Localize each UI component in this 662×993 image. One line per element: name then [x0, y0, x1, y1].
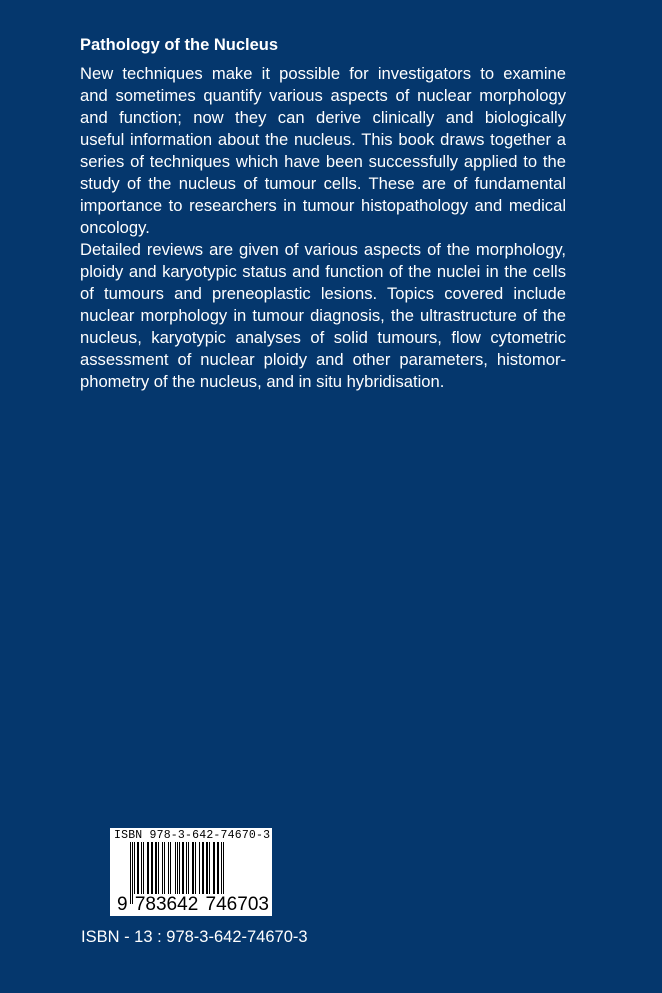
text-line: and function; now they can derive clinically and biologically [80, 108, 566, 127]
text-line: oncology. [80, 218, 150, 237]
text-line: and sometimes quantify various aspects of nuclear morphology [80, 86, 566, 105]
text-line: Detailed reviews are given of various aspects of the morphology, [80, 240, 566, 259]
barcode-bar [168, 842, 169, 894]
barcode-bar [162, 842, 163, 894]
barcode-bar [158, 842, 159, 894]
text-line: importance to researchers in tumour histopathology and medical [80, 196, 566, 215]
barcode-bar [209, 842, 210, 894]
text-line: nuclear morphology in tumour diagnosis, the ultrastructure of the [80, 306, 566, 325]
barcode-bar [151, 842, 153, 894]
barcode-isbn-text: ISBN 978-3-642-74670-3 [114, 829, 271, 842]
text-line: nucleus, karyotypic analyses of solid tumours, flow cytometric [80, 328, 566, 347]
text-line: of tumours and preneoplastic lesions. Topics covered include [80, 284, 566, 303]
text-line: phometry of the nucleus, and in situ hybridisation. [80, 372, 445, 391]
barcode-right-digits: 746703 [205, 894, 269, 915]
text-line: study of the nucleus of tumour cells. These are of fundamental [80, 174, 566, 193]
isbn-barcode [110, 828, 272, 916]
book-title: Pathology of the Nucleus [80, 36, 279, 54]
barcode-bar [137, 842, 139, 894]
barcode-bar [134, 842, 135, 894]
barcode-bar [202, 842, 204, 894]
description-paragraph-2 [80, 239, 566, 393]
barcode-bar [188, 842, 189, 894]
text-line: New techniques make it possible for investigators to examine [80, 64, 566, 83]
barcode-bar [192, 842, 194, 894]
barcode-bar [199, 842, 200, 894]
barcode-bar [206, 842, 208, 894]
barcode-bar [164, 842, 165, 894]
barcode-bar [170, 842, 171, 894]
barcode-bar [217, 842, 219, 894]
text-line: series of techniques which have been successfully applied to the [80, 152, 566, 171]
barcode-bar [155, 842, 157, 894]
barcode-bar [147, 842, 149, 894]
text-line: assessment of nuclear ploidy and other parameters, histomor- [80, 350, 566, 369]
barcode-bar [182, 842, 184, 894]
barcode-bar [143, 842, 144, 894]
barcode-bar [141, 842, 142, 894]
isbn-13-label: ISBN - 13 : 978-3-642-74670-3 [81, 928, 308, 946]
text-line: useful information about the nucleus. This book draws together a [80, 130, 566, 149]
barcode-left-digits: 783642 [134, 894, 199, 915]
barcode-digits [116, 894, 270, 916]
barcode-bar [195, 842, 196, 894]
barcode-bar [213, 842, 215, 894]
description-paragraph-1 [80, 63, 566, 239]
barcode-first-digit: 9 [117, 894, 128, 915]
barcode-bar [179, 842, 180, 894]
text-line: ploidy and karyotypic status and function of the nuclei in the cells [80, 262, 566, 281]
barcode-bar [186, 842, 187, 894]
